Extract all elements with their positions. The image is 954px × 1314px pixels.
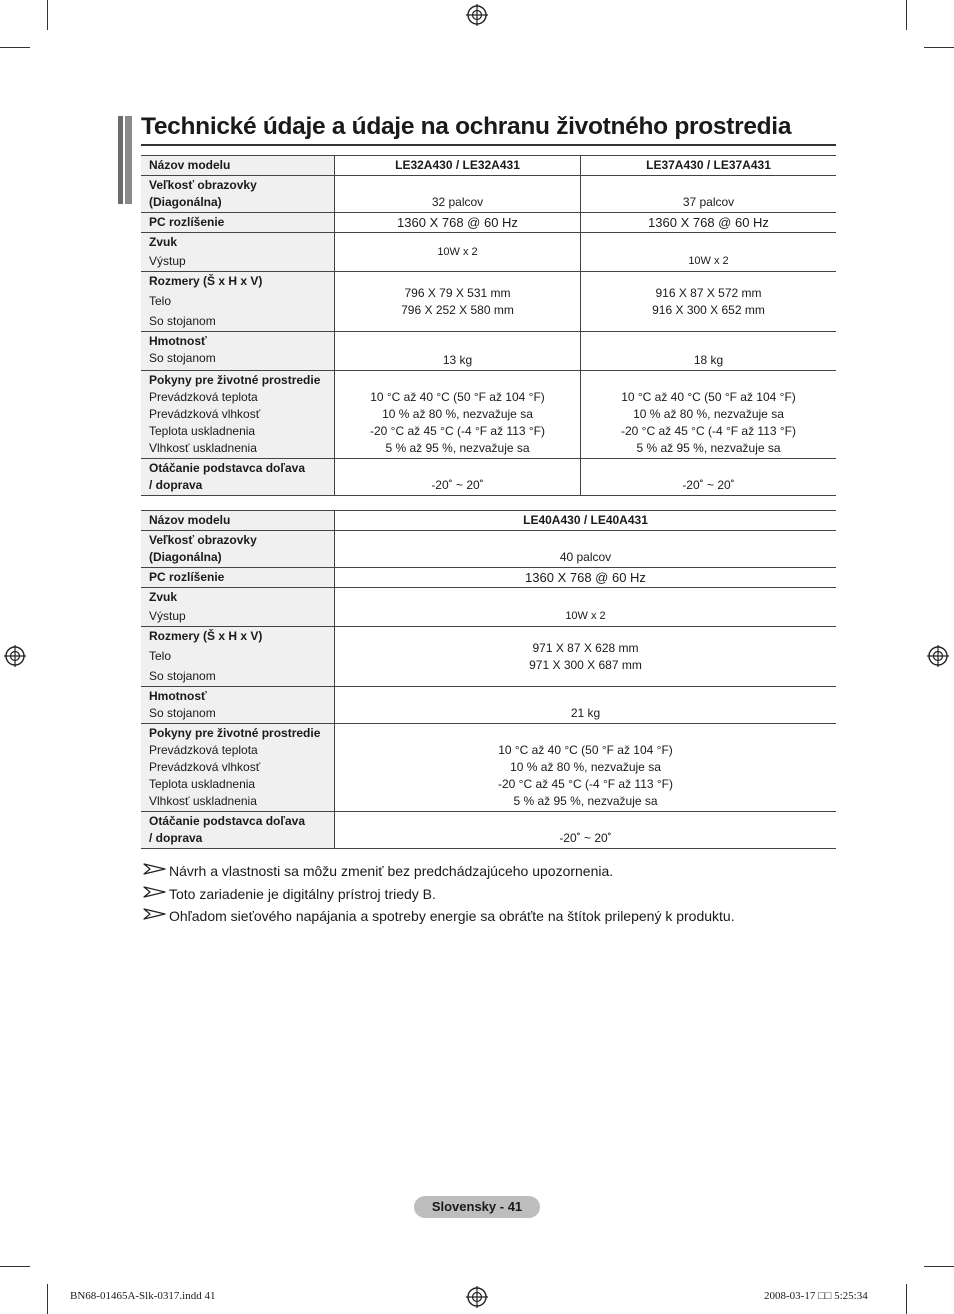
row-label: Pokyny pre životné prostredie Prevádzková teplota Prevádzková vlhkosť Teplota uskladnenia Vlhkosť uskladnenia: [141, 371, 335, 459]
table-header-row: [141, 511, 836, 531]
row-value: 1360 X 768 @ 60 Hz: [335, 568, 837, 588]
title-rule: [141, 144, 836, 146]
row-label: PC rozlíšenie: [141, 568, 335, 588]
row-label: Rozmery (Š x H x V) Telo So stojanom: [141, 627, 335, 687]
crop-mark: [906, 0, 907, 30]
crop-mark: [906, 1284, 907, 1314]
table-row: [141, 272, 836, 332]
note-item: [141, 908, 841, 931]
crop-mark: [0, 47, 30, 48]
page-title: Technické údaje a údaje na ochranu životného prostredia: [141, 113, 792, 140]
row-label: Pokyny pre životné prostredie Prevádzková teplota Prevádzková vlhkosť Teplota uskladnenia Vlhkosť uskladnenia: [141, 724, 335, 812]
row-label: Rozmery (Š x H x V) Telo So stojanom: [141, 272, 335, 332]
print-slug-date: 2008-03-17 □□ 5:25:34: [764, 1290, 868, 1302]
note-arrow-icon: [141, 908, 169, 920]
row-value: -20˚ ~ 20˚: [335, 812, 837, 849]
notes-list: [141, 863, 841, 931]
row-value: 13 kg: [335, 332, 581, 371]
registration-mark-icon: [466, 1286, 488, 1308]
table-row: [141, 176, 836, 213]
header-model: LE37A430 / LE37A431: [581, 156, 837, 176]
note-item: [141, 863, 841, 886]
table-row: [141, 233, 836, 272]
header-model: LE32A430 / LE32A431: [335, 156, 581, 176]
row-label: Zvuk Výstup: [141, 233, 335, 272]
row-label: Zvuk Výstup: [141, 588, 335, 627]
table-row: [141, 459, 836, 496]
row-label: Otáčanie podstavca doľava / doprava: [141, 459, 335, 496]
table-header-row: [141, 156, 836, 176]
row-value: 916 X 87 X 572 mm 916 X 300 X 652 mm: [581, 272, 837, 332]
registration-mark-icon: [466, 4, 488, 26]
row-value: 10 °C až 40 °C (50 °F až 104 °F) 10 % až 80 %, nezvažuje sa -20 °C až 45 °C (-4 °F až 113 °F) 5 % až 95 %, nezvažuje sa: [581, 371, 837, 459]
row-value: 10W x 2: [581, 233, 837, 272]
crop-mark: [47, 1284, 48, 1314]
row-label: Otáčanie podstavca doľava / doprava: [141, 812, 335, 849]
table-row: [141, 588, 836, 627]
table-row: [141, 371, 836, 459]
row-label: Veľkosť obrazovky (Diagonálna): [141, 176, 335, 213]
table-row: [141, 627, 836, 687]
spec-table-2: [141, 510, 836, 849]
section-bar: [118, 116, 132, 204]
row-value: 10 °C až 40 °C (50 °F až 104 °F) 10 % až 80 %, nezvažuje sa -20 °C až 45 °C (-4 °F až 113 °F) 5 % až 95 %, nezvažuje sa: [335, 724, 837, 812]
crop-mark: [0, 1266, 30, 1267]
table-row: [141, 332, 836, 371]
row-value: 10W x 2: [335, 233, 581, 272]
row-value: 32 palcov: [335, 176, 581, 213]
row-value: 18 kg: [581, 332, 837, 371]
row-value: 37 palcov: [581, 176, 837, 213]
row-label: Hmotnosť So stojanom: [141, 332, 335, 371]
note-text: Toto zariadenie je digitálny prístroj triedy B.: [169, 885, 436, 902]
table-row: [141, 724, 836, 812]
row-value: 21 kg: [335, 687, 837, 724]
crop-mark: [924, 47, 954, 48]
row-label: Veľkosť obrazovky (Diagonálna): [141, 531, 335, 568]
page-number-badge: Slovensky - 41: [414, 1196, 540, 1218]
registration-mark-icon: [927, 645, 949, 667]
table-row: [141, 687, 836, 724]
table-row: [141, 812, 836, 849]
row-value: 10W x 2: [335, 588, 837, 627]
crop-mark: [924, 1266, 954, 1267]
note-item: [141, 886, 841, 909]
table-row: [141, 213, 836, 233]
row-value: 1360 X 768 @ 60 Hz: [581, 213, 837, 233]
note-text: Ohľadom sieťového napájania a spotreby energie sa obráťte na štítok prilepený k produktu.: [169, 908, 735, 924]
header-model: LE40A430 / LE40A431: [335, 511, 837, 531]
row-value: 971 X 87 X 628 mm 971 X 300 X 687 mm: [335, 627, 837, 687]
row-value: 796 X 79 X 531 mm 796 X 252 X 580 mm: [335, 272, 581, 332]
crop-mark: [47, 0, 48, 30]
note-text: Návrh a vlastnosti sa môžu zmeniť bez predchádzajúceho upozornenia.: [169, 863, 614, 879]
row-value: -20˚ ~ 20˚: [335, 459, 581, 496]
row-label: PC rozlíšenie: [141, 213, 335, 233]
header-label: Názov modelu: [141, 156, 335, 176]
row-value: 1360 X 768 @ 60 Hz: [335, 213, 581, 233]
row-label: Hmotnosť So stojanom: [141, 687, 335, 724]
row-value: 10 °C až 40 °C (50 °F až 104 °F) 10 % až 80 %, nezvažuje sa -20 °C až 45 °C (-4 °F až 113 °F) 5 % až 95 %, nezvažuje sa: [335, 371, 581, 459]
row-value: -20˚ ~ 20˚: [581, 459, 837, 496]
table-row: [141, 568, 836, 588]
registration-mark-icon: [4, 645, 26, 667]
row-value: 40 palcov: [335, 531, 837, 568]
table-row: [141, 531, 836, 568]
header-label: Názov modelu: [141, 511, 335, 531]
note-arrow-icon: [141, 863, 169, 875]
spec-table-1: [141, 155, 836, 496]
note-arrow-icon: [141, 886, 169, 898]
print-slug-file: BN68-01465A-Slk-0317.indd 41: [70, 1290, 216, 1302]
